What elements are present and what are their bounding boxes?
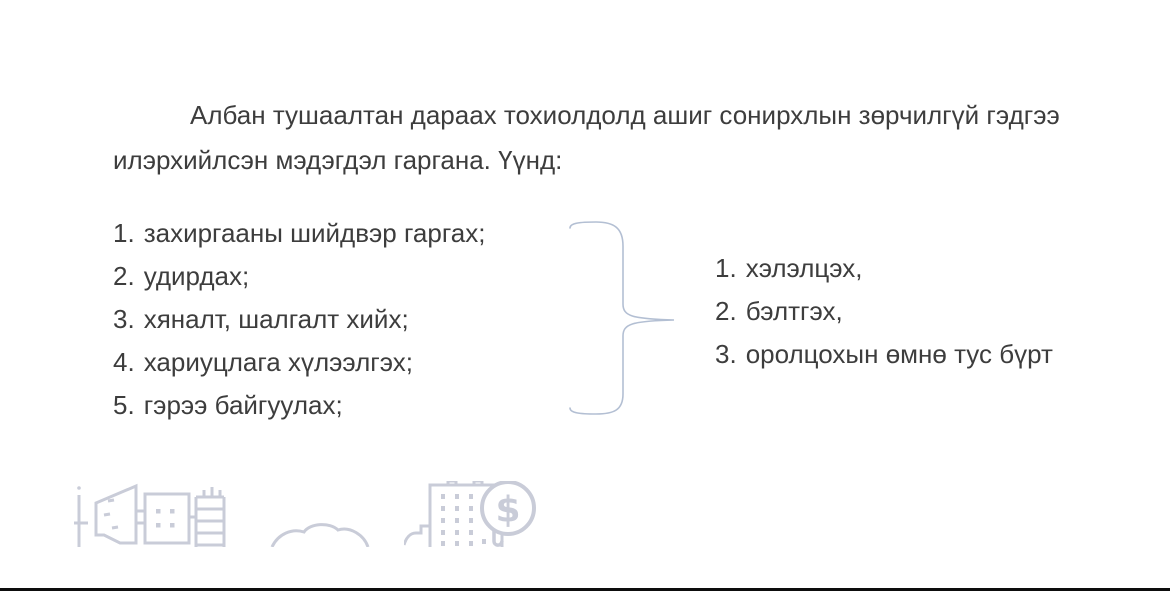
item-label: бэлтгэх, bbox=[745, 296, 843, 326]
list-item bbox=[113, 255, 485, 298]
bank-dollar-icon bbox=[404, 481, 546, 547]
item-label: гэрээ байгуулах; bbox=[143, 390, 343, 420]
item-number: 1. bbox=[113, 218, 135, 248]
item-number: 2. bbox=[715, 296, 737, 326]
duty-list bbox=[113, 212, 485, 427]
item-number: 3. bbox=[113, 304, 135, 334]
item-number: 3. bbox=[715, 339, 737, 369]
list-item bbox=[113, 298, 485, 341]
list-item bbox=[113, 341, 485, 384]
city-announcement-icon bbox=[74, 483, 230, 547]
list-item bbox=[715, 290, 1053, 333]
item-number: 5. bbox=[113, 390, 135, 420]
brace-connector bbox=[566, 218, 678, 418]
item-label: хариуцлага хүлээлгэх; bbox=[143, 347, 413, 377]
list-item bbox=[113, 384, 485, 427]
intro-line-1: Албан тушаалтан дараах тохиолдолд ашиг сонирхлын зөрчилгүй гэдгээ bbox=[190, 100, 1060, 130]
list-item bbox=[113, 212, 485, 255]
cloud-icon bbox=[270, 522, 370, 547]
bank-dollar-icon-svg bbox=[404, 481, 546, 547]
item-number: 1. bbox=[715, 253, 737, 283]
item-label: захиргааны шийдвэр гаргах; bbox=[143, 218, 486, 248]
list-item bbox=[715, 247, 1053, 290]
item-label: удирдах; bbox=[143, 261, 250, 291]
item-label: оролцохын өмнө тус бүрт bbox=[745, 339, 1053, 369]
item-label: хяналт, шалгалт хийх; bbox=[143, 304, 409, 334]
intro-line-2: илэрхийлсэн мэдэгдэл гаргана. Үүнд: bbox=[113, 145, 563, 175]
city-announcement-icon-svg bbox=[74, 483, 230, 547]
intro-paragraph bbox=[113, 93, 1123, 183]
item-number: 2. bbox=[113, 261, 135, 291]
curly-brace-icon bbox=[566, 218, 678, 418]
cloud-icon-svg bbox=[270, 522, 370, 547]
list-item bbox=[715, 333, 1053, 376]
dollar-glyph: $ bbox=[495, 489, 521, 531]
item-label: хэлэлцэх, bbox=[745, 253, 863, 283]
item-number: 4. bbox=[113, 347, 135, 377]
bottom-border-line bbox=[0, 588, 1170, 591]
stage-list bbox=[715, 247, 1053, 376]
